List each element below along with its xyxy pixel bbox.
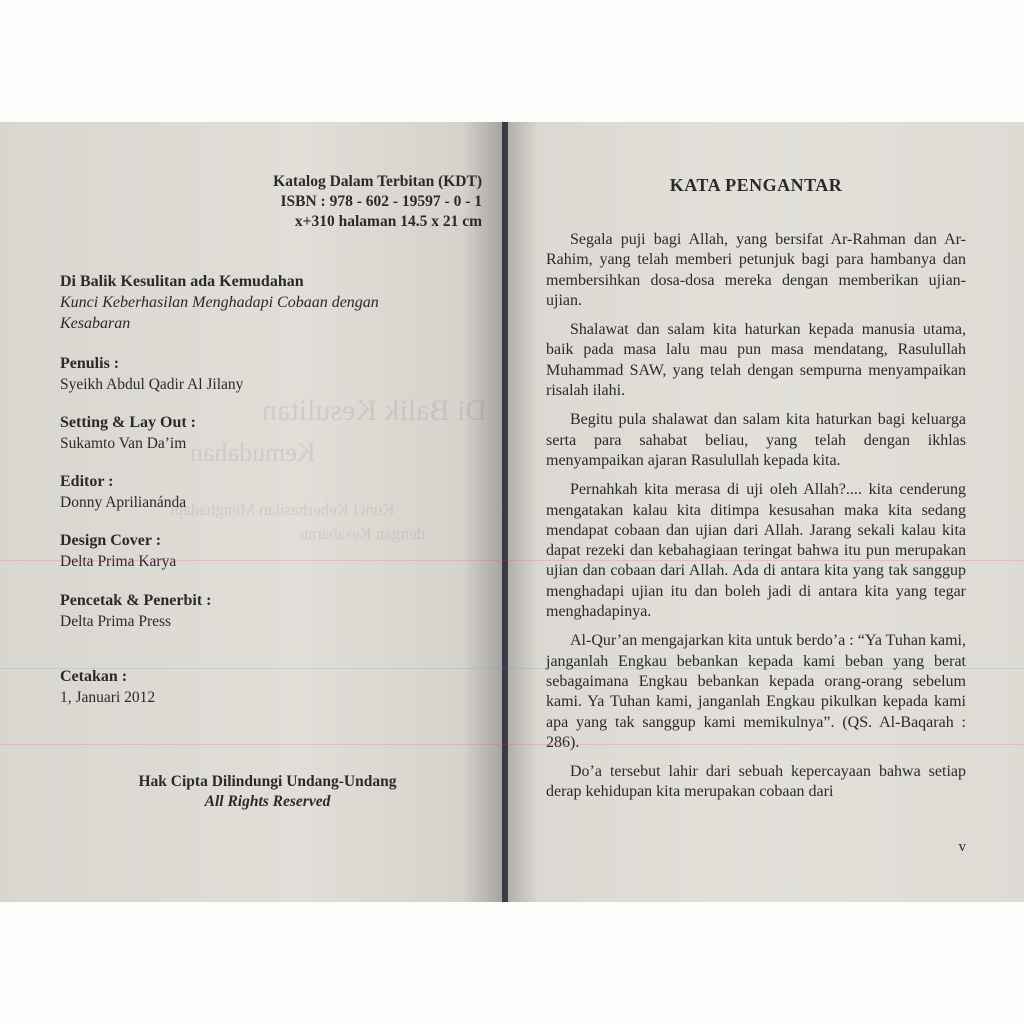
field-value: Sukamto Van Da’im: [60, 435, 187, 452]
preface-body: [546, 230, 966, 812]
design-cover-field: [60, 531, 460, 572]
right-page: [508, 122, 1024, 902]
field-value: Syeikh Abdul Qadir Al Jilany: [60, 376, 244, 393]
paragraph: Segala puji bagi Allah, yang bersifat Ar-Rahman dan Ar-Rahim, yang telah memberi petunjuk bagi para hambanya dan membersihkan dosa-dosa mereka dengan memberikan ujian-ujian.: [546, 231, 966, 309]
paragraph: Shalawat dan salam kita haturkan kepada manusia utama, baik pada masa lalu mau pun masa mendatang, Rasulullah Muhammad SAW, yang telah dengan sempurna menyampaikan risalah ilahi.: [546, 321, 966, 400]
edition-field: [60, 667, 460, 708]
editor-field: [60, 472, 460, 513]
paragraph: Begitu pula shalawat dan salam kita haturkan bagi keluarga serta para sahabat beliau, yang telah dengan ikhlas menyampaikan ajaran Rasulullah kepada kita.: [546, 411, 966, 469]
field-label: Editor :: [60, 473, 114, 490]
copyright-notice: [130, 772, 405, 812]
book-subtitle: Kunci Keberhasilan Menghadapi Cobaan dengan Kesabaran: [60, 294, 379, 332]
page-number: v: [958, 839, 966, 855]
scan-line: [0, 560, 1024, 561]
paragraph: Do’a tersebut lahir dari sebuah kepercayaan bahwa setiap derap kehidupan kita merupakan cobaan dari: [546, 763, 966, 801]
copyright-line: Hak Cipta Dilindungi Undang-Undang: [138, 773, 397, 790]
show-through-title: Di Balik Kesulitan: [262, 394, 487, 427]
show-through-subtitle: dengan Kesabaran: [300, 524, 426, 543]
isbn: ISBN : 978 - 602 - 19597 - 0 - 1: [280, 193, 482, 210]
paragraph: Pernahkah kita merasa di uji oleh Allah?.... kita cenderung mengatakan kalau kita ditimpa kesusahan maka kita sedang mendapat cobaan dan ujian dari Allah. Jarang sekali kalau kita dapat rezeki dan kebahagiaan teringat bahwa itu pun merupakan ujian dan cobaan dari Allah. Ada di antara kita yang tak sanggup menghadapi ujian itu dan boleh jadi di antara kita yang tegar menghadapinya.: [546, 481, 966, 621]
field-label: Penulis :: [60, 355, 120, 372]
scan-line: [0, 744, 1024, 745]
layout-field: [60, 413, 460, 454]
field-label: Setting & Lay Out :: [60, 414, 196, 431]
page-count-size: x+310 halaman 14.5 x 21 cm: [294, 213, 482, 230]
field-label: Design Cover :: [60, 532, 162, 549]
field-value: 1, Januari 2012: [60, 689, 156, 706]
field-value: Delta Prima Press: [60, 613, 172, 630]
field-value: Donny Aprilianánda: [60, 494, 187, 511]
page-heading: KATA PENGANTAR: [669, 175, 843, 195]
paragraph: Al-Qur’an mengajarkan kita untuk berdo’a : “Ya Tuhan kami, janganlah Engkau bebankan kepada kami beban yang berat sebagaimana Engkau bebankan kepada orang-orang sebelum kami. Ya Tuhan kami, janganlah Engkau pikulkan kepada kami apa yang tak sanggup kami memikulnya”. (QS. Al-Baqarah : 286).: [546, 632, 966, 751]
show-through-subtitle: Kunci Keberhasilan Menghadapi: [170, 500, 395, 519]
field-label: Pencetak & Penerbit :: [60, 592, 212, 609]
rights-reserved: All Rights Reserved: [204, 793, 331, 810]
book-spread: [0, 122, 1024, 902]
field-value: Delta Prima Karya: [60, 553, 177, 570]
field-label: Cetakan :: [60, 668, 128, 685]
left-page: [0, 122, 502, 902]
author-field: [60, 354, 460, 395]
show-through-title: Kemudahan: [190, 438, 316, 467]
scan-line: [0, 668, 1024, 669]
book-title-block: [60, 272, 470, 334]
book-title: Di Balik Kesulitan ada Kemudahan: [60, 273, 304, 290]
catalog-block: [273, 172, 482, 232]
catalog-title: Katalog Dalam Terbitan (KDT): [273, 173, 482, 190]
publisher-field: [60, 591, 460, 632]
